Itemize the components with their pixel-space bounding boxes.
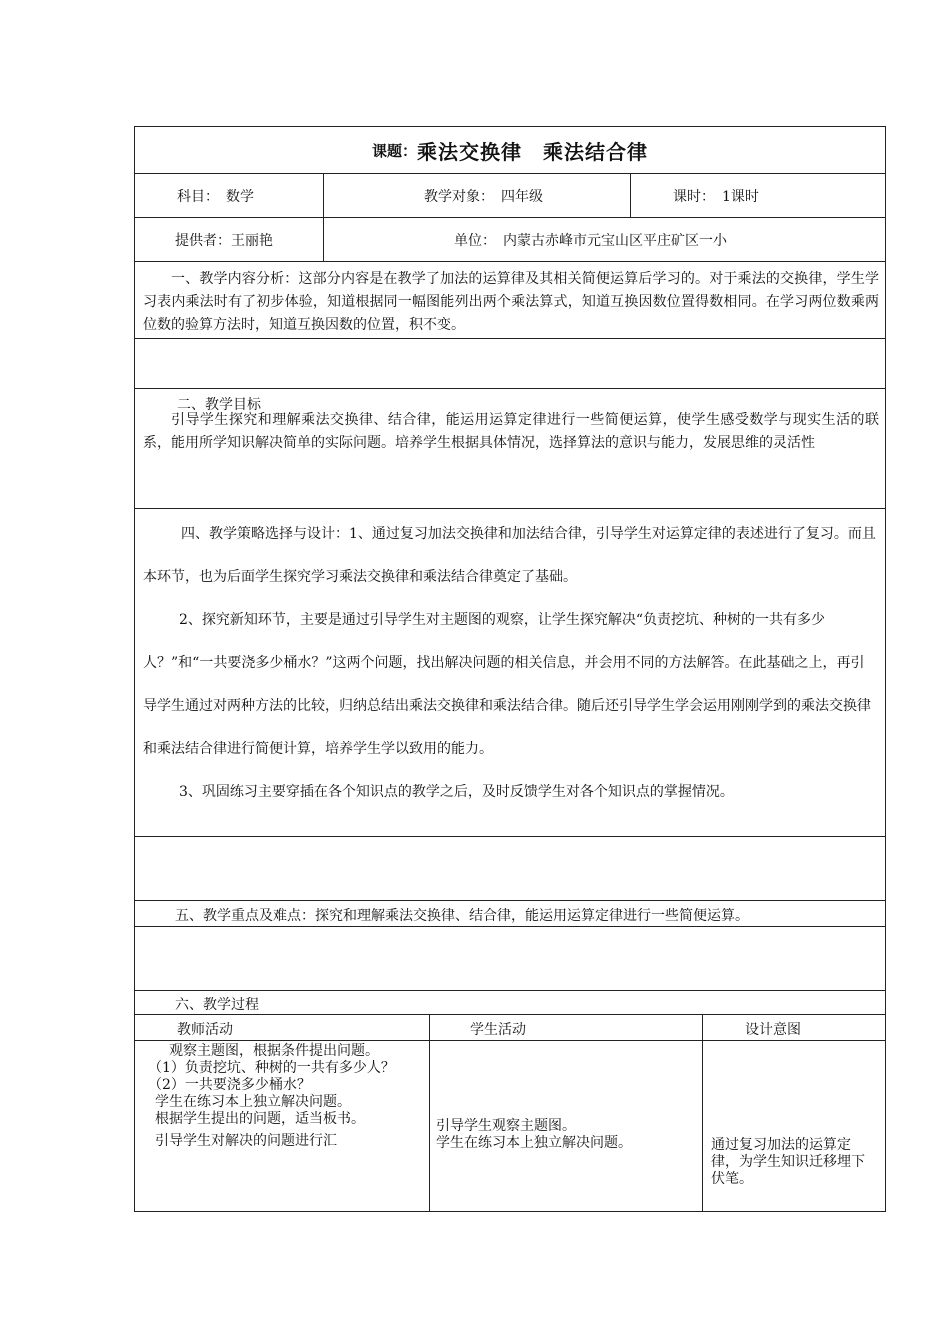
student-activity-cell xyxy=(430,1041,703,1211)
teacher-line: 学生在练习本上独立解决问题。 xyxy=(141,1094,351,1110)
design-intent-cell xyxy=(703,1041,885,1211)
content-analysis: 一、教学内容分析：这部分内容是在教学了加法的运算律及其相关简便运算后学习的。对于乘法的交换律，学生学习表内乘法时有了初步体验，知道根据同一幅图能列出两个乘法算式，知道互换因数位置得数相同。在学习两位数乘两位数的验算方法时，知道互换因数的位置，积不变。 xyxy=(135,262,885,339)
teacher-line: 引导学生对解决的问题进行汇 xyxy=(141,1133,337,1149)
strategy-paragraph-1: 四、教学策略选择与设计：1、通过复习加法交换律和加法结合律，引导学生对运算定律的表述进行了复习。而且本环节，也为后面学生探究学习乘法交换律和乘法结合律奠定了基础。 xyxy=(143,526,876,585)
intent-text: 通过复习加法的运算定律，为学生知识迁移埋下伏笔。 xyxy=(711,1137,865,1187)
student-line: 引导学生观察主题图。 xyxy=(436,1118,576,1134)
blank-row-3 xyxy=(135,927,885,991)
strategy-section xyxy=(135,509,885,837)
blank-row-2 xyxy=(135,837,885,901)
objectives-heading: 二、教学目标 xyxy=(177,397,261,413)
audience-cell xyxy=(324,174,631,217)
info-row-2 xyxy=(135,218,885,262)
subject-cell xyxy=(135,174,324,217)
strategy-paragraph-2: 2、探究新知环节，主要是通过引导学生对主题图的观察，让学生探究解决“负责挖坑、种树的一共有多少人？”和“一共要浇多少桶水？”这两个问题，找出解决问题的相关信息，并会用不同的方法解答。在此基础之上，再引导学生通过对两种方法的比较，归纳总结出乘法交换律和乘法结合律。随后还引导学生学会运用刚刚学到的乘法交换律和乘法结合律进行简便计算，培养学生学以致用的能力。 xyxy=(143,612,871,757)
teacher-line: 观察主题图，根据条件提出问题。 xyxy=(141,1043,379,1059)
header-teacher: 教师活动 xyxy=(135,1015,430,1040)
process-table-header xyxy=(135,1015,885,1041)
title-prefix: 课题： xyxy=(371,141,417,160)
unit-text: 单位： 内蒙古赤峰市元宝山区平庄矿区一小 xyxy=(454,232,727,249)
audience-text: 教学对象： 四年级 xyxy=(424,188,543,205)
objectives-text: 引导学生探究和理解乘法交换律、结合律，能运用运算定律进行一些简便运算，使学生感受数学与现实生活的联系，能用所学知识解决简单的实际问题。培养学生根据具体情况，选择算法的意识与能力，发展思维的灵活性 xyxy=(143,412,879,451)
subject-text: 科目： 数学 xyxy=(177,188,254,205)
teacher-line: 根据学生提出的问题，适当板书。 xyxy=(141,1111,365,1127)
hours-cell xyxy=(631,174,885,217)
provider-cell xyxy=(135,218,324,261)
objectives-section xyxy=(135,389,885,509)
process-heading: 六、教学过程 xyxy=(135,991,885,1015)
hours-text: 课时： 1课时 xyxy=(673,188,759,205)
provider-text: 提供者：王丽艳 xyxy=(175,232,273,249)
header-student: 学生活动 xyxy=(430,1015,703,1040)
unit-cell xyxy=(324,218,885,261)
teacher-line: （2）一共要浇多少桶水？ xyxy=(141,1077,311,1093)
student-line: 学生在练习本上独立解决问题。 xyxy=(436,1135,632,1151)
title-row xyxy=(135,127,885,174)
blank-row-1 xyxy=(135,339,885,389)
lesson-plan-table xyxy=(134,126,886,1212)
page-title: 乘法交换律 乘法结合律 xyxy=(417,139,648,164)
teacher-line: （1）负责挖坑、种树的一共有多少人？ xyxy=(141,1060,395,1076)
key-points: 五、教学重点及难点：探究和理解乘法交换律、结合律，能运用运算定律进行一些简便运算。 xyxy=(135,901,885,927)
info-row-1 xyxy=(135,174,885,218)
process-table-row xyxy=(135,1041,885,1211)
teacher-activity-cell xyxy=(135,1041,430,1211)
header-intent: 设计意图 xyxy=(745,1022,801,1038)
strategy-paragraph-3: 3、巩固练习主要穿插在各个知识点的教学之后，及时反馈学生对各个知识点的掌握情况。 xyxy=(179,784,734,800)
